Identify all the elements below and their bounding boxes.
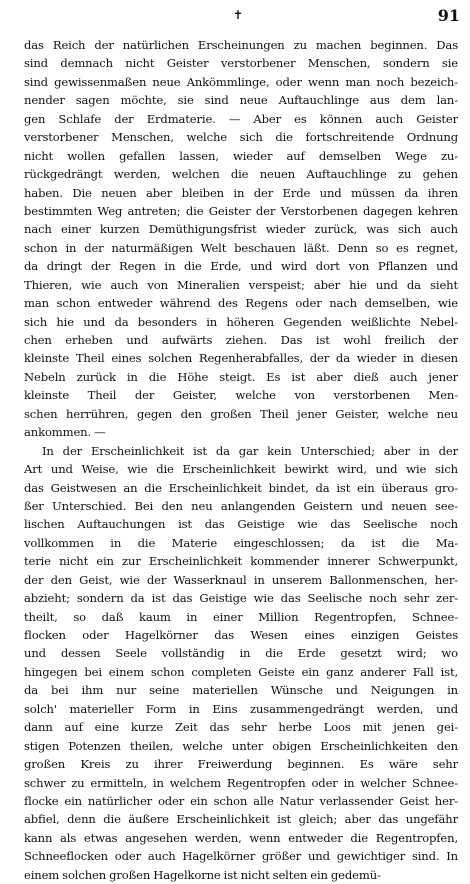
text-line: sind gewissenmaßen neue Ankömmlinge, oder wenn man noch bezeich- [24, 74, 458, 89]
book-page [24, 6, 460, 882]
body-text [24, 36, 458, 884]
text-line: hingegen bei einem schon completen Geiste ein ganz anderer Fall ist, [24, 664, 458, 679]
text-line: schon in der naturmäßigen Welt beschauen läßt. Denn so es regnet, [24, 240, 458, 255]
text-line: Art und Weise, wie die Erscheinlichkeit bewirkt wird, und wie sich [24, 462, 458, 477]
page-number: 91 [437, 6, 460, 25]
text-line: theilt, so daß kaum in einer Million Regentropfen, Schnee- [24, 609, 458, 624]
text-line: terie nicht ein zur Erscheinlichkeit kommender innerer Schwerpunkt, [24, 554, 458, 569]
header-ornament: ✝ [233, 8, 244, 22]
running-head [24, 6, 458, 36]
paragraph [24, 442, 458, 884]
text-line: sind demnach nicht Geister verstorbener Menschen, sondern sie [24, 56, 458, 71]
text-line: da bei ihm nur seine materiellen Wünsche und Neigungen in [24, 683, 458, 698]
text-line: großen Kreis zu ihrer Freiwerdung beginnen. Es wäre sehr [24, 757, 458, 772]
text-line: stigen Potenzen theilen, welche unter obigen Erscheinlichkeiten den [24, 738, 458, 753]
text-line: lischen Auftauchungen ist das Geistige wie das Seelische noch [24, 517, 458, 532]
text-line: schwer zu ermitteln, in welchem Regentropfen oder in welcher Schnee- [24, 775, 458, 790]
text-line: kleinste Theil eines solchen Regenherabfalles, der da wieder in diesen [24, 351, 458, 366]
text-line: schen herrühren, gegen den großen Theil jener Geister, welche neu [24, 406, 458, 421]
text-line: Schneeflocken oder auch Hagelkörner größer und gewichtiger sind. In [24, 849, 458, 864]
text-line: das Reich der natürlichen Erscheinungen zu machen beginnen. Das [24, 38, 458, 52]
text-line: und dessen Seele vollständig in die Erde gesetzt wird; wo [24, 646, 458, 661]
text-line: einem solchen großen Hagelkorne ist nicht selten ein gedemü- [24, 867, 381, 882]
text-line: man schon entweder während des Regens oder nach demselben, wie [24, 296, 458, 311]
text-line: kann als etwas angesehen werden, wenn entweder die Regentropfen, [24, 830, 458, 845]
text-line: ankommen. — [24, 425, 106, 440]
text-line: rückgedrängt werden, welchen die neuen Auftauchlinge zu gehen [24, 167, 458, 182]
text-line: nicht wollen gefallen lassen, wieder auf demselben Wege zu- [24, 148, 458, 163]
text-line: kleinste Theil der Geister, welche von verstorbenen Men- [24, 388, 458, 403]
text-line: nach einer kurzen Demüthigungsfrist wieder zurück, was sich auch [24, 222, 458, 237]
text-line: abfiel, denn die äußere Erscheinlichkeit ist gleich; aber das ungefähr [24, 812, 458, 827]
text-line: chen erheben und aufwärts ziehen. Das ist wohl freilich der [24, 333, 458, 347]
text-line: da dringt der Regen in die Erde, und wird dort von Pflanzen und [24, 259, 458, 274]
text-line: dann auf eine kurze Zeit das sehr herbe Loos mit jenen gei- [24, 720, 458, 735]
text-line: flocke ein natürlicher oder ein schon alle Natur verlassender Geist her- [24, 793, 458, 808]
text-line: nender sagen möchte, sie sind neue Auftauchlinge aus dem lan- [24, 93, 458, 108]
text-line: der den Geist, wie der Wasserknaul in unserem Ballonmenschen, her- [24, 572, 458, 587]
text-line: gen Schlafe der Erdmaterie. — Aber es können auch Geister [24, 111, 458, 126]
text-line: solch' materieller Form in Eins zusammengedrängt werden, und [24, 701, 458, 716]
paragraph [24, 36, 458, 442]
text-line: sich hie und da besonders in höheren Gegenden weißlichte Nebel- [24, 314, 458, 329]
text-line: haben. Die neuen aber bleiben in der Erde und müssen da ihren [24, 185, 458, 200]
text-line: flocken oder Hagelkörner das Wesen eines einzigen Geistes [24, 628, 458, 642]
text-line: vollkommen in die Materie eingeschlossen; da ist die Ma- [24, 535, 458, 550]
text-line: abzieht; sondern da ist das Geistige wie das Seelische noch sehr zer- [24, 591, 458, 606]
text-line: verstorbener Menschen, welche sich die fortschreitende Ordnung [24, 130, 458, 145]
text-line: In der Erscheinlichkeit ist da gar kein Unterschied; aber in der [42, 443, 458, 458]
text-line: bestimmten Weg antreten; die Geister der Verstorbenen dagegen kehren [24, 203, 458, 218]
text-line: das Geistwesen an die Erscheinlichkeit bindet, da ist ein überaus gro- [24, 480, 458, 495]
text-line: Thieren, wie auch von Mineralien verspeist; aber hie und da sieht [24, 277, 458, 292]
text-line: Nebeln zurück in die Höhe steigt. Es ist aber dieß auch jener [24, 369, 458, 384]
text-line: ßer Unterschied. Bei den neu anlangenden Geistern und neuen see- [24, 498, 458, 513]
